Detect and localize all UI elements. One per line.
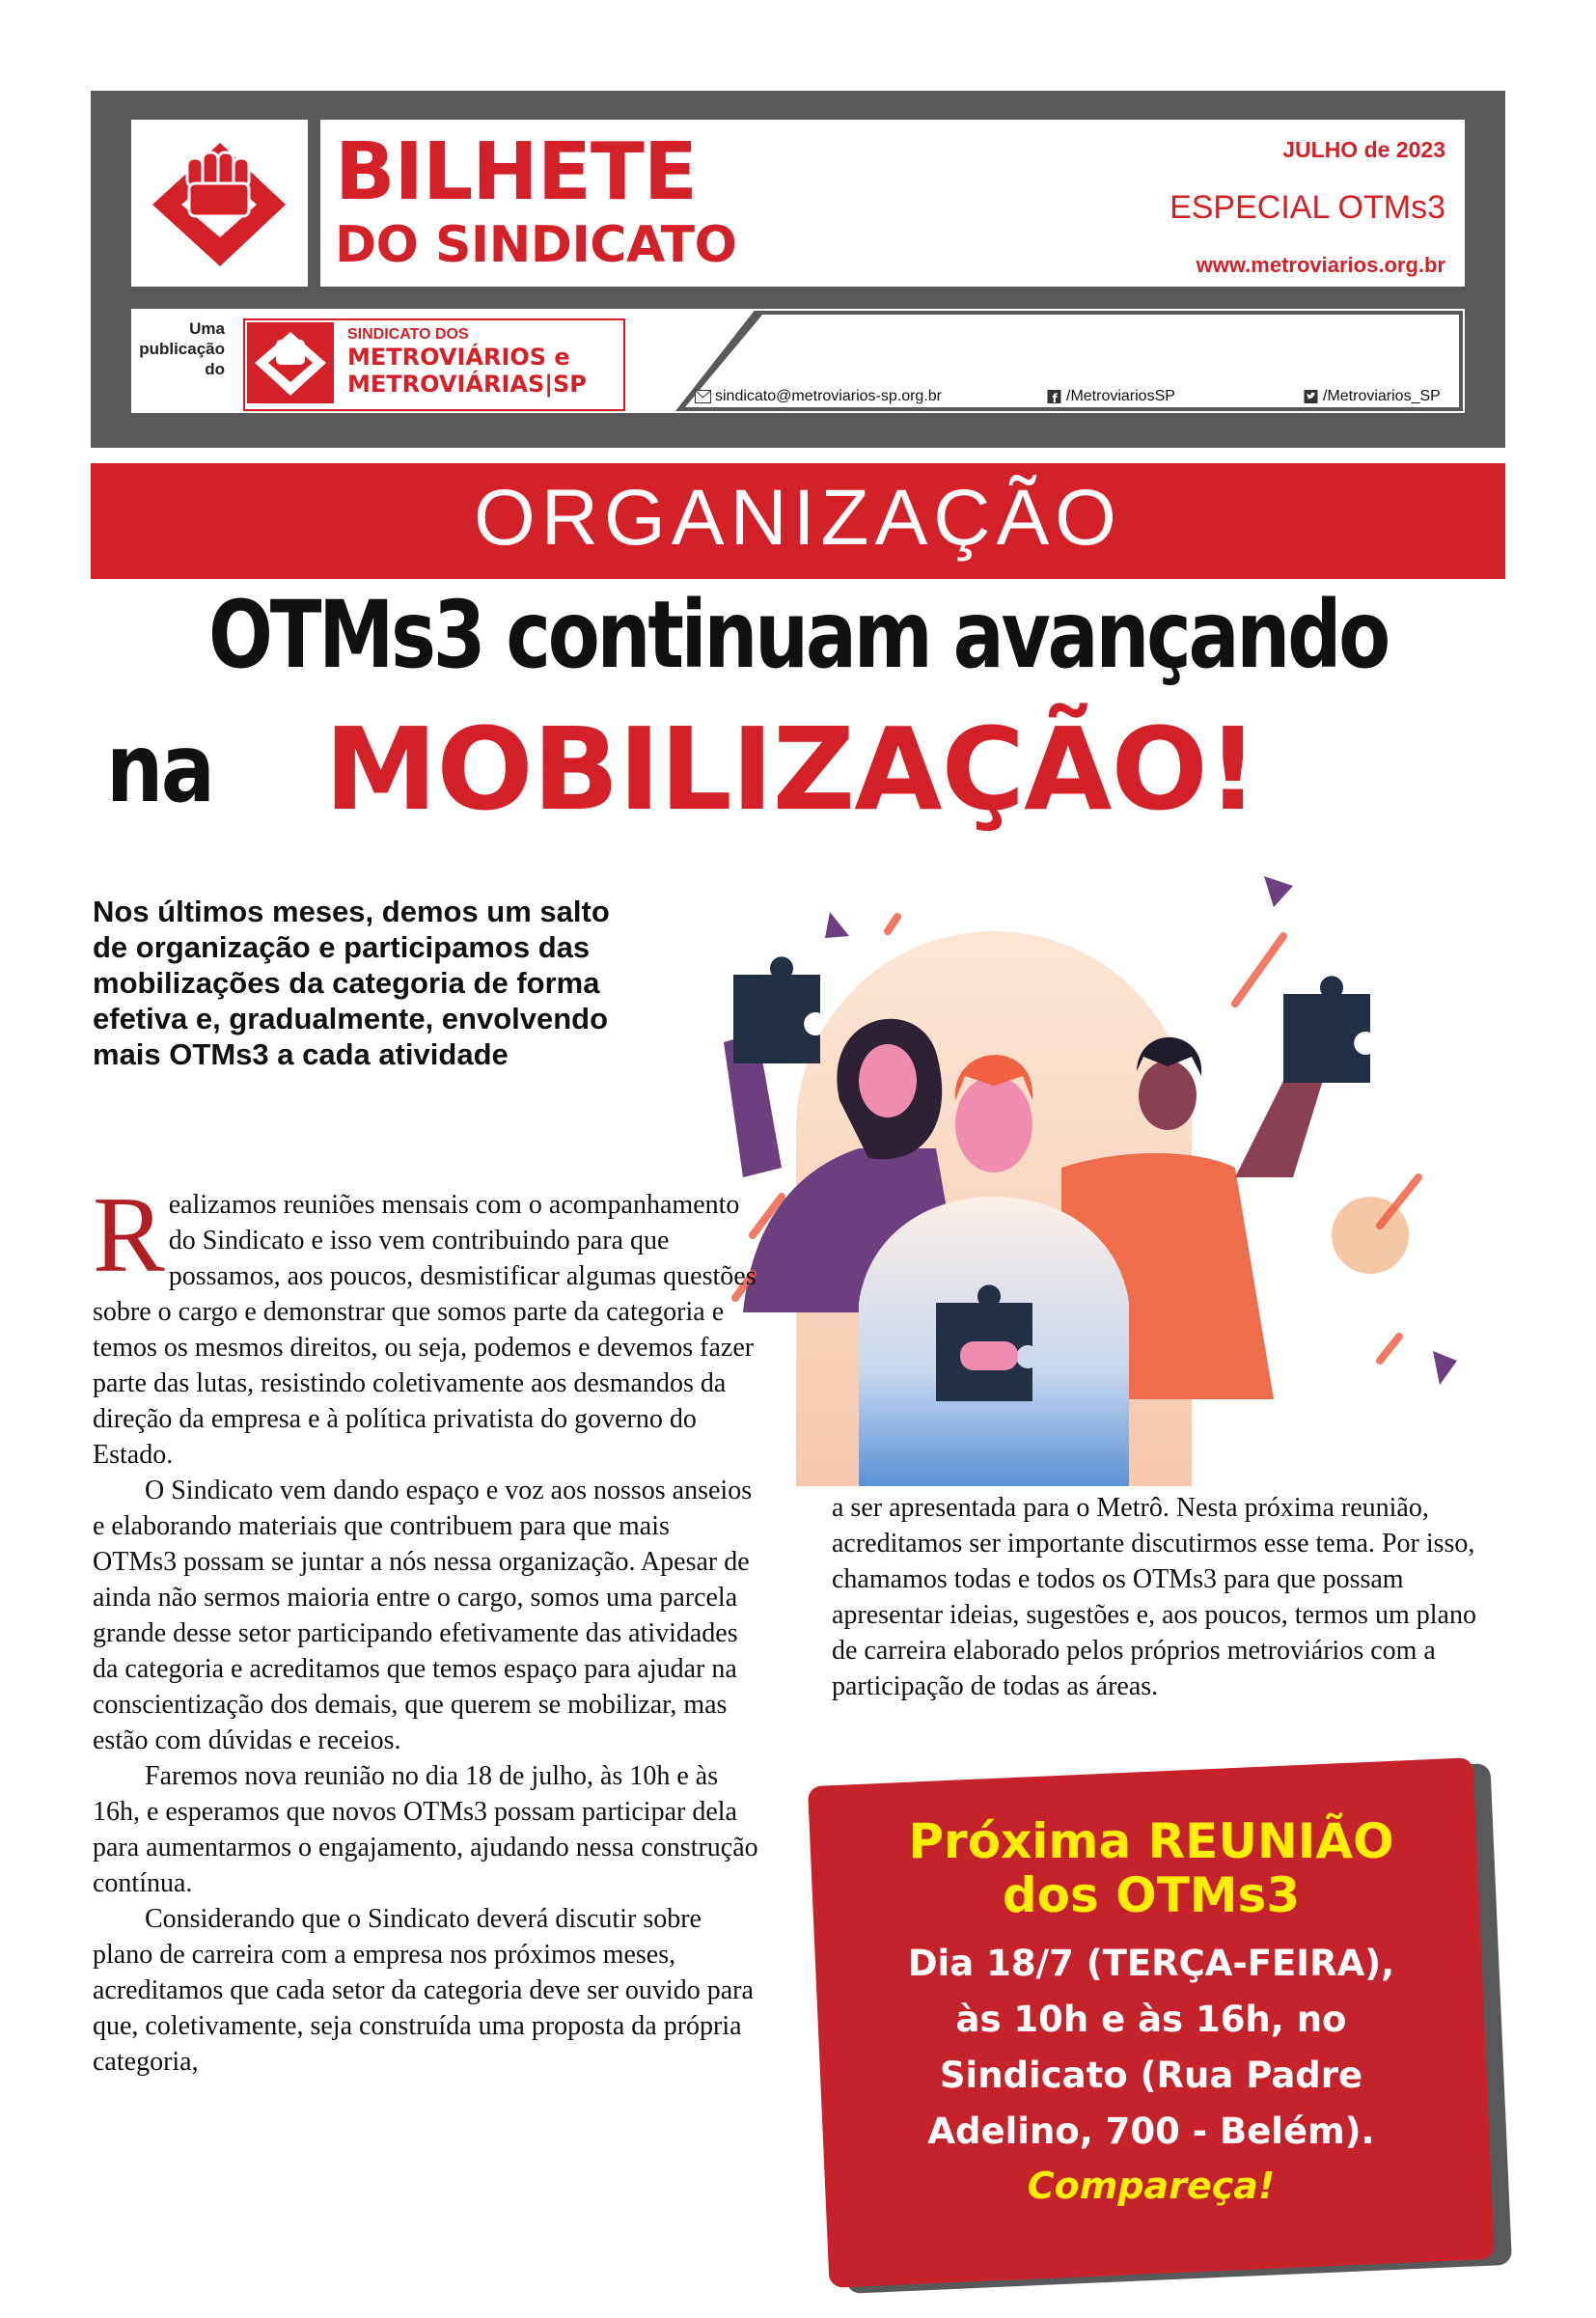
meeting-callout-text (818, 1814, 1484, 2212)
email-address: sindicato@metroviarios-sp.org.br (715, 388, 942, 404)
section-label: ORGANIZAÇÃO (474, 474, 1122, 562)
union-name-line2: METROVIÁRIAS|SP (347, 371, 587, 398)
site-url-link[interactable]: www.metroviarios.org.br (1196, 253, 1445, 277)
twitter-icon (1303, 390, 1319, 403)
article-paragraph-5: a ser apresentada para o Metrô. Nesta próxima reunião, acreditamos ser importante discutirmos esse tema. Por isso, chamamos todas e todos os OTMs3 para que possam apresentar ideias, sugestões e, aos poucos, termos um plano de carreira elaborado pelos próprios metroviários com a participação de todas as áreas. (832, 1493, 1476, 1701)
twitter-handle: /Metroviarios_SP (1323, 388, 1441, 404)
callout-title-line2: dos OTMs3 (1002, 1867, 1301, 1923)
headline-line2-highlight: MOBILIZAÇÃO! (324, 703, 1258, 836)
masthead-logo (131, 120, 308, 287)
issue-edition: ESPECIAL OTMs3 (1169, 189, 1445, 226)
callout-details-line2: às 10h e às 16h, no (955, 1999, 1347, 2040)
callout-details-line4: Adelino, 700 - Belém). (927, 2111, 1375, 2152)
callout-details (818, 1936, 1484, 2160)
callout-title-line1: Próxima REUNIÃO (908, 1813, 1394, 1869)
dropcap-letter: R (93, 1175, 165, 1295)
email-contact[interactable] (695, 388, 942, 405)
fist-logo-icon (131, 120, 308, 287)
headline-line1: OTMs3 continuam avançando (208, 581, 1388, 689)
twitter-contact[interactable] (1303, 388, 1441, 405)
callout-details-line1: Dia 18/7 (TERÇA-FEIRA), (907, 1943, 1395, 1984)
callout-details-line3: Sindicato (Rua Padre (939, 2055, 1363, 2096)
svg-text:f: f (1052, 392, 1058, 403)
callout-cta: Compareça! (1027, 2165, 1276, 2207)
headline-line2-prefix: na (106, 714, 213, 824)
publisher-label: Uma publicação do (139, 319, 225, 378)
facebook-handle: /MetroviariosSP (1066, 388, 1175, 404)
facebook-contact[interactable] (1046, 388, 1175, 405)
union-name-line1: METROVIÁRIOS e (347, 344, 570, 371)
email-icon (695, 390, 711, 403)
callout-title (818, 1814, 1484, 1922)
lead-paragraph: Nos últimos meses, demos um salto de organização e participamos das mobilizações da categoria de forma efetiva e, gradualmente, envolvendo mais OTMs3 a cada atividade (93, 895, 610, 1071)
team-puzzle-illustration (714, 859, 1544, 1486)
facebook-icon (1046, 390, 1062, 403)
masthead-subtitle: DO SINDICATO (335, 216, 737, 274)
masthead-title: BILHETE (335, 126, 697, 218)
article-column-1 (93, 1175, 758, 2080)
article-column-2 (832, 1490, 1507, 1704)
union-name-top: SINDICATO DOS (347, 326, 469, 343)
article-paragraph-1: ealizamos reuniões mensais com o acompanhamento do Sindicato e isso vem contribuindo para que possamos, aos poucos, desmistificar algumas questões sobre o cargo e demonstrar que somos parte da categoria e temos os mesmos direitos, ou seja, podemos e devemos fazer parte das lutas, resistindo coletivamente aos desmandos da direção da empresa e à política privatista do governo do Estado. (93, 1190, 757, 1470)
article-paragraph-2: O Sindicato vem dando espaço e voz aos nossos anseios e elaborando materiais que contribuem para que mais OTMs3 possam se juntar a nós nessa organização. Apesar de ainda não sermos maioria entre o cargo, somos uma parcela grande desse setor participando efetivamente das atividades da categoria e acreditamos que temos espaço para ajudar na conscientização dos demais, que querem se mobilizar, mas estão com dúvidas e receios. (93, 1476, 753, 1755)
article-paragraph-3: Faremos nova reunião no dia 18 de julho, às 10h e às 16h, e esperamos que novos OTMs3 possam participar dela para aumentarmos o engajamento, ajudando nessa construção contínua. (93, 1761, 758, 1898)
union-fist-icon (247, 322, 334, 403)
issue-date: JULHO de 2023 (1282, 137, 1445, 162)
article-paragraph-4: Considerando que o Sindicato deverá discutir sobre plano de carreira com a empresa nos próximos meses, acreditamos que cada setor da categoria deve ser ouvido para que, coletivamente, seja construída uma proposta da própria categoria, (93, 1904, 754, 2077)
